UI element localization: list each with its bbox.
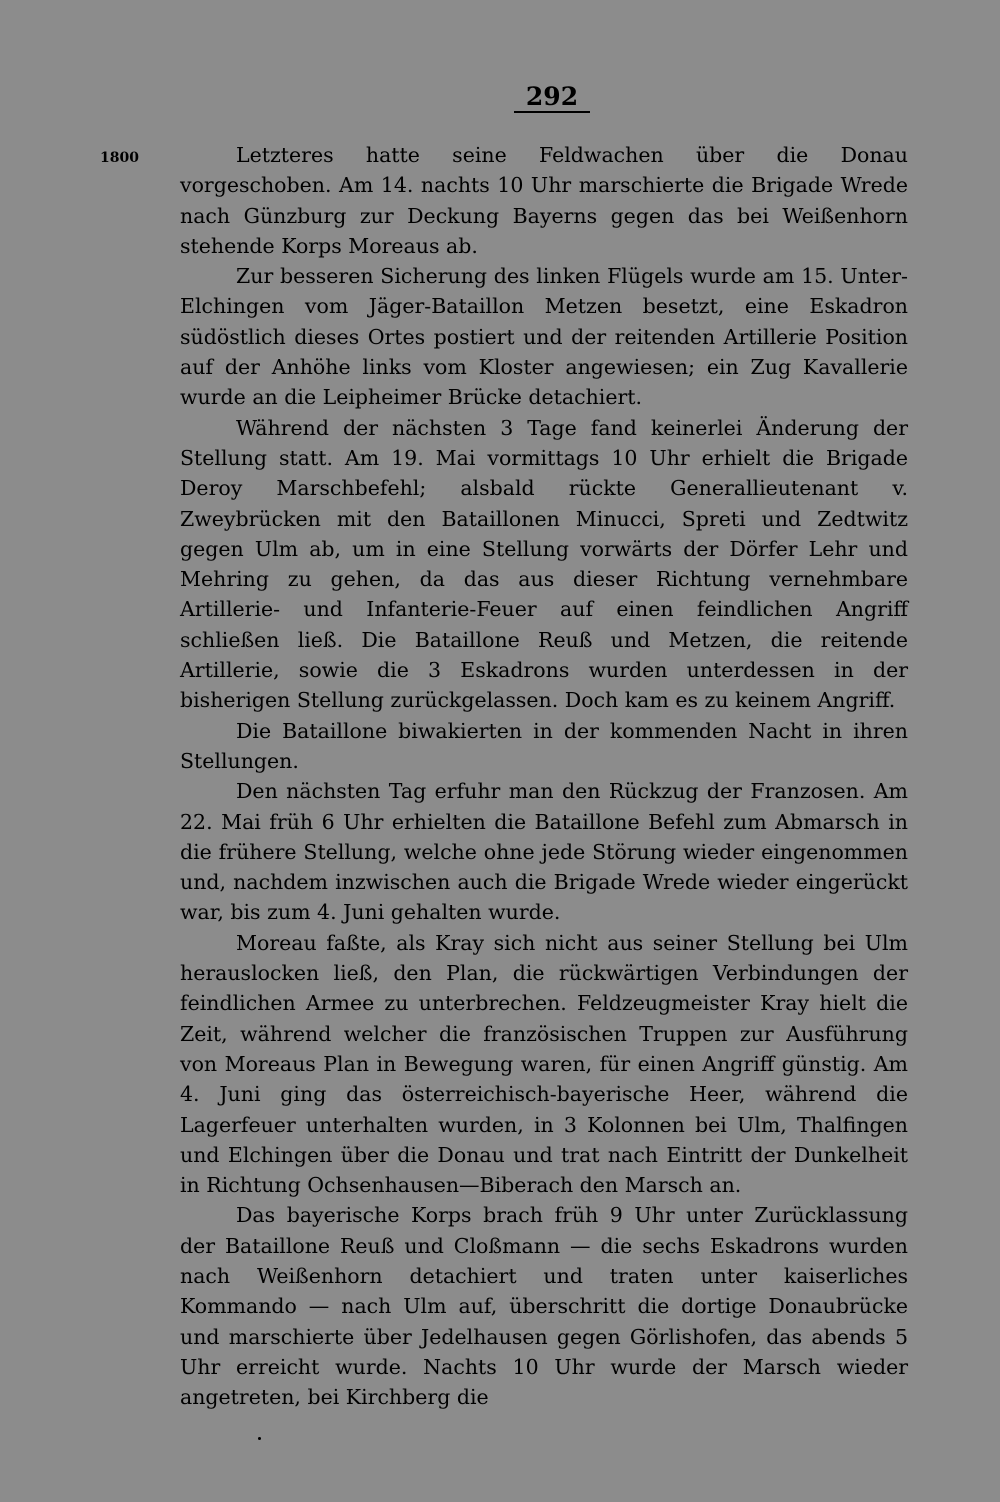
paragraph-6: Moreau faßte, als Kray sich nicht aus seiner Stellung bei Ulm herauslocken ließ, den Plan, die rückwärtigen Verbindungen der feindlichen Armee zu unterbrechen. Feldzeugmeister Kray hielt die Zeit, während welcher die französischen Truppen zur Ausführung von Moreaus Plan in Bewegung waren, für einen Angriff günstig. Am 4. Juni ging das österreichisch-bayerische Heer, während die Lagerfeuer unterhalten wurden, in 3 Kolonnen bei Ulm, Thalfingen und Elchingen über die Donau und trat nach Eintritt der Dunkelheit in Richtung Ochsenhausen—Biberach den Marsch an.	[180, 930, 908, 1198]
body-text	[180, 140, 908, 1412]
page-number: 292	[525, 82, 579, 111]
paragraph-5: Den nächsten Tag erfuhr man den Rückzug der Franzosen. Am 22. Mai früh 6 Uhr erhielten die Bataillone Befehl zum Abmarsch in die frühere Stellung, welche ohne jede Störung wieder eingenommen und, nachdem inzwischen auch die Brigade Wrede wieder eingerückt war, bis zum 4. Juni gehalten wurde.	[180, 779, 908, 925]
page-number-underline	[514, 111, 590, 113]
paragraph-1: Letzteres hatte seine Feldwachen über die Donau vorgeschoben. Am 14. nachts 10 Uhr marschierte die Brigade Wrede nach Günzburg zur Deckung Bayerns gegen das bei Weißenhorn stehende Korps Moreaus ab.	[180, 143, 908, 258]
paragraph-2: Zur besseren Sicherung des linken Flügels wurde am 15. Unter-Elchingen vom Jäger-Bataillon Metzen besetzt, eine Eskadron südöstlich dieses Ortes postiert und der reitenden Artillerie Position auf der Anhöhe links vom Kloster angewiesen; ein Zug Kavallerie wurde an die Leipheimer Brücke detachiert.	[180, 264, 908, 410]
print-speck	[258, 1437, 261, 1440]
paragraph-7: Das bayerische Korps brach früh 9 Uhr unter Zurücklassung der Bataillone Reuß und Cloßmann — die sechs Eskadrons wurden nach Weißenhorn detachiert und traten unter kaiserliches Kommando — nach Ulm auf, überschritt die dortige Donaubrücke und marschierte über Jedelhausen gegen Görlishofen, das abends 5 Uhr erreicht wurde. Nachts 10 Uhr wurde der Marsch wieder angetreten, bei Kirchberg die	[180, 1203, 908, 1410]
paragraph-4: Die Bataillone biwakierten in der kommenden Nacht in ihren Stellungen.	[180, 718, 908, 773]
paragraph-3: Während der nächsten 3 Tage fand keinerlei Änderung der Stellung statt. Am 19. Mai vormittags 10 Uhr erhielt die Brigade Deroy Marschbefehl; alsbald rückte Generallieutenant v. Zweybrücken mit den Bataillonen Minucci, Spreti und Zedtwitz gegen Ulm ab, um in eine Stellung vorwärts der Dörfer Lehr und Mehring zu gehen, da das aus dieser Richtung vernehmbare Artillerie- und Infanterie-Feuer auf einen feindlichen Angriff schließen ließ. Die Bataillone Reuß und Metzen, die reitende Artillerie, sowie die 3 Eskadrons wurden unterdessen in der bisherigen Stellung zurückgelassen. Doch kam es zu keinem Angriff.	[180, 415, 908, 713]
margin-year-note: 1800	[100, 150, 139, 166]
